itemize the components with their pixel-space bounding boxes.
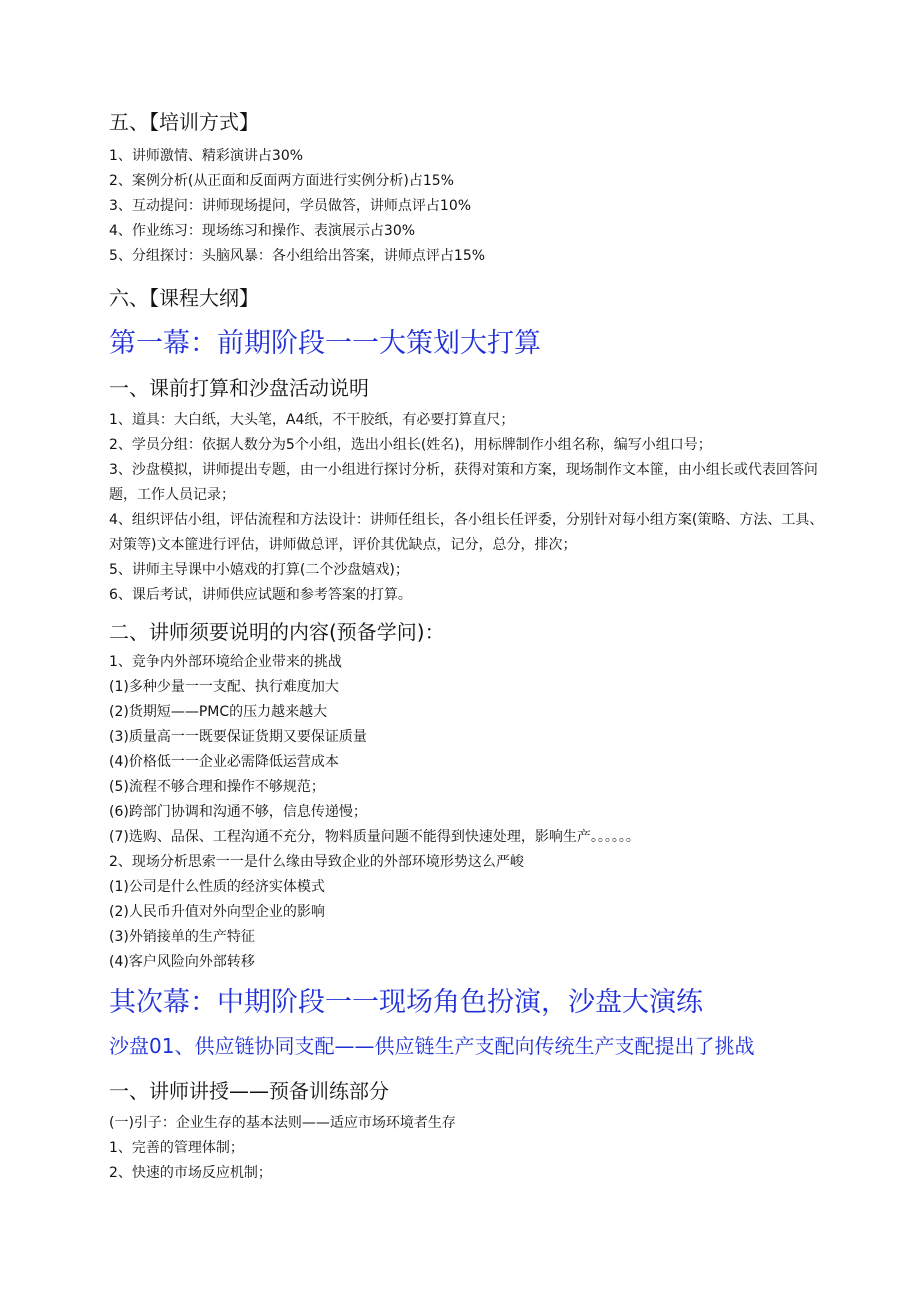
- part-heading: 一、课前打算和沙盘活动说明: [109, 376, 369, 400]
- list-item: 2、学员分组：依据人数分为5个小组，选出小组长(姓名)，用标牌制作小组名称，编写小组口号；: [109, 437, 712, 453]
- list-item: 4、作业练习：现场练习和操作、表演展示占30%: [109, 223, 416, 239]
- list-item: 1、道具：大白纸，大头笔，A4纸，不干胶纸，有必要打算直尺；: [109, 412, 515, 428]
- list-item: (7)选购、品保、工程沟通不充分，物料质量问题不能得到快速处理，影响生产。。。。。。: [109, 829, 640, 845]
- list-item: (3)质量高一一既要保证货期又要保证质量: [109, 729, 367, 745]
- list-item: (2)货期短——PMC的压力越来越大: [109, 704, 328, 720]
- list-item: (一)引子：企业生存的基本法则——适应市场环境者生存: [109, 1115, 456, 1131]
- part-heading: 二、讲师须要说明的内容(预备学问)：: [109, 620, 445, 644]
- lecture-list: [109, 1111, 849, 1186]
- list-item: 3、互动提问：讲师现场提问，学员做答，讲师点评占10%: [109, 198, 472, 214]
- document-page: [109, 108, 849, 1186]
- list-item: 1、完善的管理体制；: [109, 1140, 244, 1156]
- act-title: 其次幕：中期阶段一一现场角色扮演，沙盘大演练: [109, 987, 703, 1018]
- list-item: 2、现场分析思索一一是什么缘由导致企业的外部环境形势这么严峻: [109, 854, 524, 870]
- list-item: 2、案例分析(从正面和反面两方面进行实例分析)占15%: [109, 173, 454, 189]
- preparation-list: [109, 408, 849, 608]
- act-title: 第一幕：前期阶段一一大策划大打算: [109, 328, 541, 359]
- section-heading: 六、【课程大纲】: [109, 286, 259, 310]
- list-item: (5)流程不够合理和操作不够规范；: [109, 779, 325, 795]
- section-heading: 五、【培训方式】: [109, 110, 259, 134]
- list-item: 1、讲师激情、精彩演讲占30%: [109, 148, 304, 164]
- list-item: 1、竞争内外部环境给企业带来的挑战: [109, 654, 342, 670]
- sandbox-subtitle: 沙盘01、供应链协同支配——供应链生产支配向传统生产支配提出了挑战: [109, 1034, 755, 1058]
- list-item: 3、沙盘模拟，讲师提出专题，由一小组进行探讨分析，获得对策和方案，现场制作文本篚，由小组长或代表回答问题，工作人员记录；: [109, 462, 818, 503]
- list-item: (4)价格低一一企业必需降低运营成本: [109, 754, 339, 770]
- list-item: 5、讲师主导课中小嬉戏的打算(二个沙盘嬉戏)；: [109, 562, 409, 578]
- list-item: (6)跨部门协调和沟通不够，信息传递慢；: [109, 804, 367, 820]
- list-item: 5、分组探讨：头脑风暴：各小组给出答案，讲师点评占15%: [109, 248, 486, 264]
- list-item: 4、组织评估小组，评估流程和方法设计：讲师任组长，各小组长任评委，分别针对每小组方案(策略、方法、工具、对策等)文本篚进行评估，讲师做总评，评价其优缺点，记分，总分，排次；: [109, 512, 824, 553]
- list-item: 6、课后考试，讲师供应试题和参考答案的打算。: [109, 587, 412, 603]
- list-item: (2)人民币升值对外向型企业的影响: [109, 904, 325, 920]
- list-item: (3)外销接单的生产特征: [109, 929, 255, 945]
- knowledge-list: [109, 650, 849, 975]
- part-heading: 一、讲师讲授——预备训练部分: [109, 1079, 389, 1103]
- list-item: 2、快速的市场反应机制；: [109, 1165, 272, 1181]
- training-method-list: [109, 144, 849, 269]
- list-item: (1)公司是什么性质的经济实体模式: [109, 879, 325, 895]
- list-item: (1)多种少量一一支配、执行难度加大: [109, 679, 339, 695]
- list-item: (4)客户风险向外部转移: [109, 954, 255, 970]
